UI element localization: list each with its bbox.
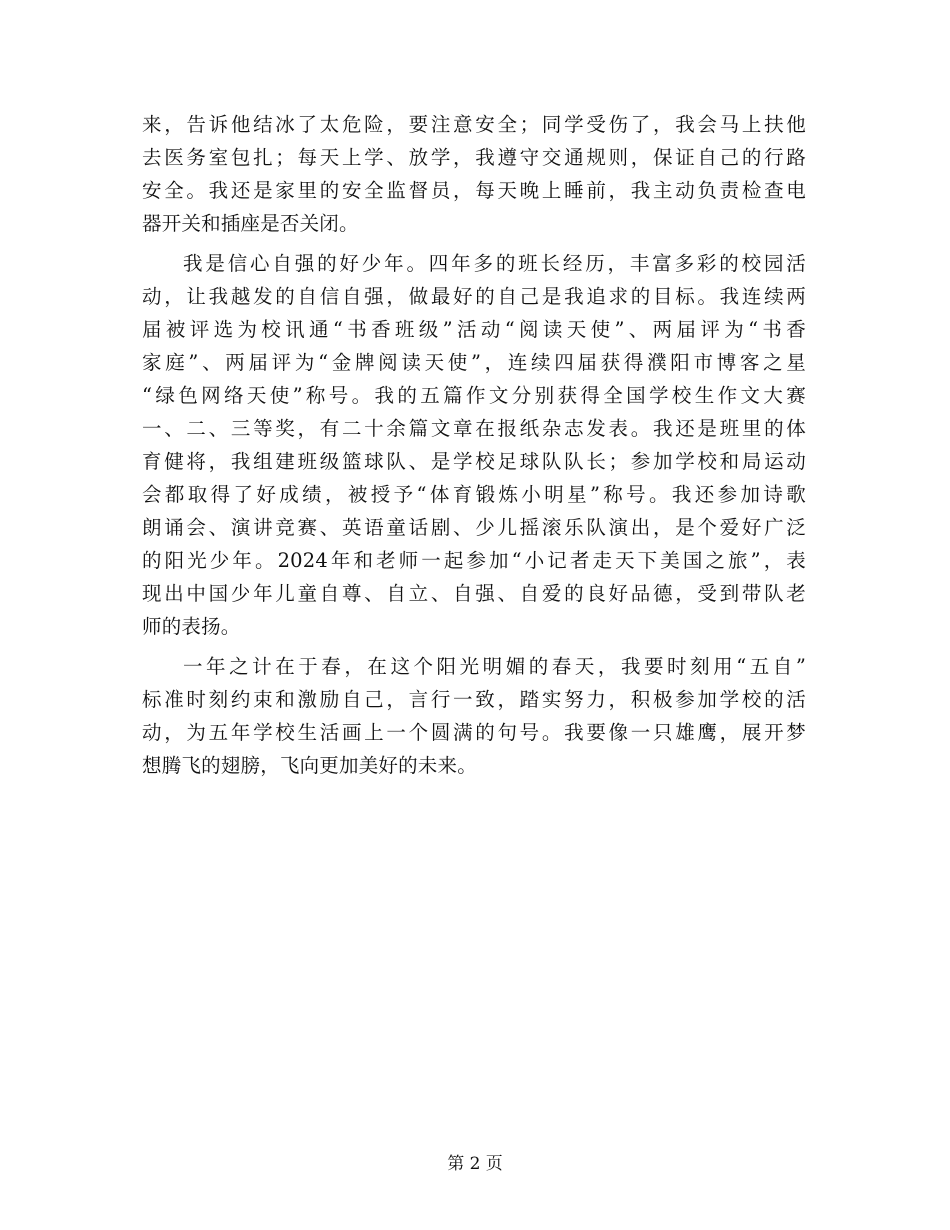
text-line: 会都取得了好成绩，被授予“体育锻炼小明星”称号。我还参加诗歌 [142,483,806,506]
paragraph-spacer [142,643,806,650]
text-line: “绿色网络天使”称号。我的五篇作文分别获得全国学校生作文大赛 [142,384,806,407]
text-line: 届被评选为校讯通“书香班级”活动“阅读天使”、两届评为“书香 [142,318,806,341]
text-line: 一年之计在于春，在这个阳光明媚的春天，我要时刻用“五自” [183,655,806,678]
text-line: 标准时刻约束和激励自己，言行一致，踏实努力，积极参加学校的活 [142,688,806,711]
text-line: 师的表扬。 [142,615,241,638]
text-line: 一、二、三等奖，有二十余篇文章在报纸杂志发表。我还是班里的体 [142,417,806,440]
text-line: 安全。我还是家里的安全监督员，每天晚上睡前，我主动负责检查电 [142,179,806,202]
text-line: 想腾飞的翅膀，飞向更加美好的未来。 [142,754,477,777]
text-line: 现出中国少年儿童自尊、自立、自强、自爱的良好品德，受到带队老 [142,582,806,605]
text-line: 朗诵会、演讲竞赛、英语童话剧、少儿摇滚乐队演出，是个爱好广泛 [142,516,806,539]
text-line: 动，让我越发的自信自强，做最好的自己是我追求的目标。我连续两 [142,285,806,308]
text-line: 家庭”、两届评为“金牌阅读天使”，连续四届获得濮阳市博客之星 [142,351,806,374]
paragraph-2 [142,247,806,643]
text-line: 的阳光少年。2024年和老师一起参加“小记者走天下美国之旅”，表 [142,549,806,572]
paragraph-3 [142,650,806,782]
text-line: 来，告诉他结冰了太危险，要注意安全；同学受伤了，我会马上扶他 [142,113,806,136]
text-line: 动，为五年学校生活画上一个圆满的句号。我要像一只雄鹰，展开梦 [142,721,806,744]
paragraph-1 [142,108,806,240]
text-line: 器开关和插座是否关闭。 [142,212,359,235]
text-line: 我是信心自强的好少年。四年多的班长经历，丰富多彩的校园活 [183,252,806,275]
page-number: 第 2 页 [447,1154,503,1174]
text-line: 去医务室包扎；每天上学、放学，我遵守交通规则，保证自己的行路 [142,146,806,169]
paragraph-spacer [142,240,806,247]
document-body [142,108,806,782]
text-line: 育健将，我组建班级篮球队、是学校足球队队长；参加学校和局运动 [142,450,806,473]
